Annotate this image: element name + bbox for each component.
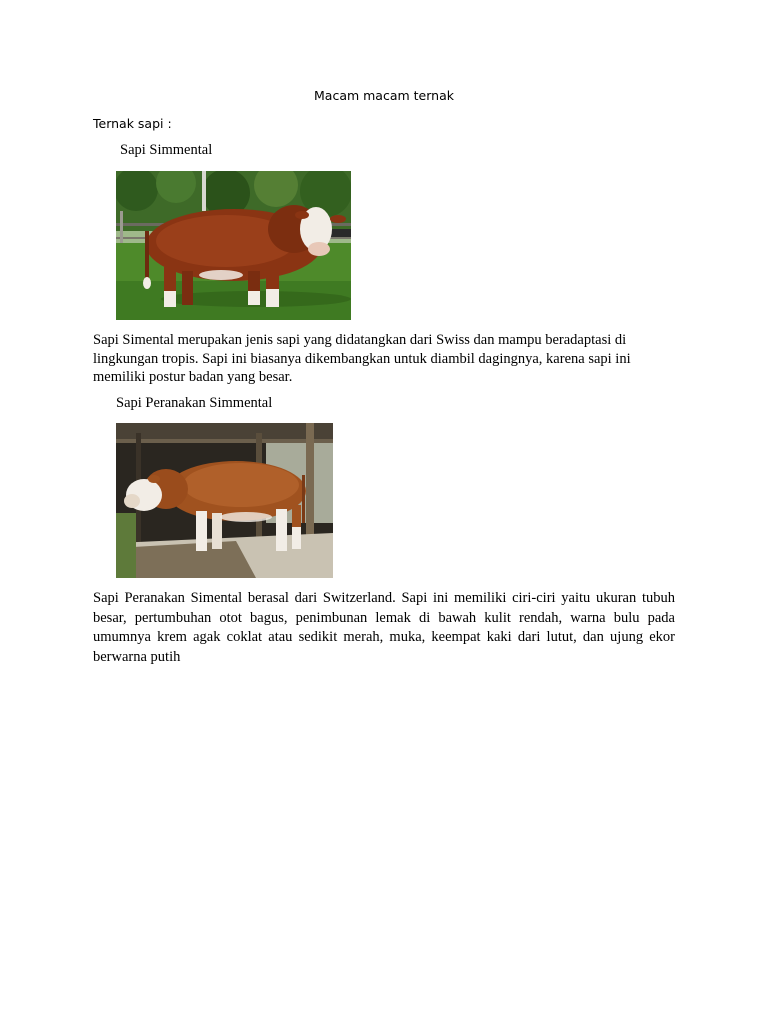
document-title: Macam macam ternak — [314, 88, 454, 103]
section-label: Ternak sapi : — [93, 116, 172, 131]
item-description-simmental-crossbreed: Sapi Peranakan Simental berasal dari Switzerland. Sapi ini memiliki ciri-ciri yaitu ukuran tubuh besar, pertumbuhan otot bagus, penimbunan lemak di bawah kulit rendah, warna bulu pada umumnya krem agak coklat atau sedikit merah, muka, keempat kaki dari lutut, dan ujung ekor berwarna putih — [93, 590, 675, 665]
item-description-simmental: Sapi Simental merupakan jenis sapi yang didatangkan dari Swiss dan mampu beradaptasi di lingkungan tropis. Sapi ini biasanya dikembangkan untuk diambil dagingnya, karena sapi ini memiliki postur badan yang besar. — [93, 332, 631, 385]
simmental-cow-photo — [116, 171, 351, 320]
item-heading-simmental-crossbreed: Sapi Peranakan Simmental — [116, 395, 273, 411]
item-heading-simmental: Sapi Simmental — [120, 142, 213, 158]
simmental-crossbreed-cow-photo — [116, 423, 333, 578]
